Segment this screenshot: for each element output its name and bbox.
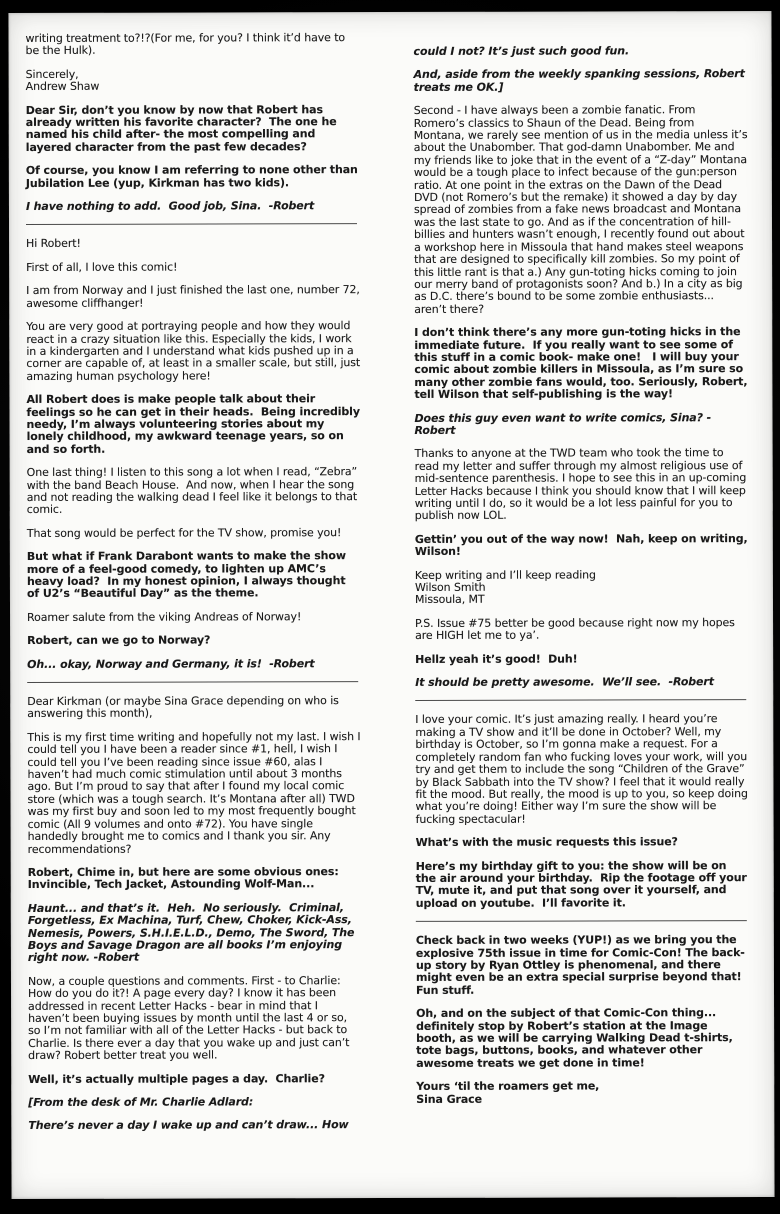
letter-paragraph-regular: That song would be perfect for the TV show, promise you!: [26, 525, 342, 540]
letter-paragraph-regular: Roamer salute from the viking Andreas of Norway!: [27, 610, 302, 624]
two-column-layout: [26, 31, 751, 1144]
letter-paragraph-regular: This is my first time writing and hopefully not my last. I wish I could tell you I have been a reader since #1, hell, I wish I could tell you I’ve been reading since issue #60, alas I haven’t had much comic stimulation until about 3 months ago. But I’m proud to say that after I found my local comic store (which was a tough search. It’s Montana after all) TWD was my first buy and soon led to my most frequently bought comic (All 9 volumes and onto #72). You have single handedly brought me to comics and I thank you sir. Any recommendations?: [27, 729, 364, 856]
letter-paragraph-regular: I am from Norway and I just finished the last one, number 72, awesome cliffhanger!: [26, 283, 364, 310]
letter-paragraph-regular: Sincerely, Andrew Shaw: [25, 67, 100, 94]
letter-paragraph-regular: Keep writing and I’ll keep reading Wilson Smith Missoula, MT: [414, 568, 596, 607]
letter-paragraph-bold: Dear Sir, don’t you know by now that Robert has already written his favorite character? The one he named his child after- the most compelling and layered character from the past few decades?: [25, 102, 341, 154]
letters-page-paper: [8, 11, 774, 1199]
letter-paragraph-bolditalic: Haunt... and that’s it. Heh. No seriously. Criminal, Forgetless, Ex Machina, Turf, Chew, Choker, Kick-Ass, Nemesis, Powers, S.H.I.E.L.D., Demo, The Sword, The Boys and Savage Dragon are all books I’m enjoying right now. -Robert: [27, 900, 359, 965]
letter-paragraph-bold: But what if Frank Darabont wants to make the show more of a feel-good comedy, to lighten up AMC’s heavy load? In my honest opinion, I always thought of U2’s “Beautiful Day” as the theme.: [26, 549, 350, 601]
letter-divider: [415, 700, 746, 702]
letter-paragraph-regular: First of all, I love this comic!: [26, 260, 178, 274]
letter-paragraph-bold: Here’s my birthday gift to you: the show will be on the air around your birthday. Rip the footage off your TV, mute it, and put that song over it yourself, and upload on youtube. I’ll favorite it.: [415, 858, 751, 910]
letter-paragraph-regular: You are very good at portraying people and how they would react in a crazy situation like this. Especially the kids, I work in a kindergarten and I understand what kids pushed up in a corner are capable of, at least in a smaller scale, but still, just amazing human psychology here!: [26, 319, 364, 383]
letter-paragraph-bold: Hellz yeah it’s good! Duh!: [415, 652, 578, 666]
letter-paragraph-bolditalic: Oh... okay, Norway and Germany, it is! -Robert: [27, 656, 315, 671]
letter-paragraph-bolditalic: And, aside from the weekly spanking sessions, Robert treats me OK.]: [413, 67, 749, 94]
letter-paragraph-regular: Second - I have always been a zombie fanatic. From Romero’s classics to Shaun of the Dead. Being from Montana, we rarely see mention of us in the media unless it’s about the Unabomber. That god-damn Unabomber. Me and my friends like to joke that in the event of a “Z-day” Montana would be a tough place to infect because of the gun:person ratio. At one point in the extras on the Dawn of the Dead DVD (not Romero’s but the remake) it showed a day by day spread of zombies from a fake news broadcast and Montana was the last state to go. And as if the concentration of hill-billies and hunters wasn’t enough, I recently found out about a workshop here in Missoula that hand makes steel weapons that are designed to specifically kill zombies. So my point of this little rant is that a.) Any gun-toting hicks coming to join our merry band of protagonists soon? And b.) In a city as big as D.C. there’s bound to be some zombie enthusiasts... aren’t there?: [413, 103, 751, 316]
letter-paragraph-bolditalic: There’s never a day I wake up and can’t draw... How: [28, 1118, 349, 1133]
letter-paragraph-bold: Check back in two weeks (YUP!) as we bring you the explosive 75th issue in time for Comic-Con! The back-up story by Ryan Ottley is phenomenal, and there might even be an extra special surprise beyond that! Fun stuff.: [415, 933, 750, 997]
letter-paragraph-bold: Oh, and on the subject of that Comic-Con thing... definitely stop by Robert’s station at the Image booth, as we will be carrying Walking Dead t-shirts, tote bags, buttons, books, and whatever other awesome treats we get done in time!: [416, 1006, 737, 1070]
letter-paragraph-bold: I don’t think there’s any more gun-toting hicks in the immediate future. If you really want to see some of this stuff in a comic book- make one! I will buy your comic about zombie killers in Missoula, as I’m sure so many other zombie fans would, too. Seriously, Robert, tell Wilson that self-publishing is the way!: [414, 325, 752, 402]
letter-paragraph-bolditalic: Does this guy even want to write comics, Sina? -Robert: [414, 410, 712, 437]
letter-paragraph-bold: Well, it’s actually multiple pages a day. Charlie?: [28, 1071, 325, 1086]
letter-divider: [26, 224, 357, 226]
letter-paragraph-bold: Robert, Chime in, but here are some obvious ones: Invincible, Tech Jacket, Astounding Wolf-Man...: [27, 865, 343, 892]
letter-paragraph-bolditalic: It should be pretty awesome. We’ll see. -Robert: [415, 675, 714, 690]
letter-paragraph-regular: P.S. Issue #75 better be good because right now my hopes are HIGH let me to ya’.: [415, 615, 739, 643]
letter-paragraph-regular: I love your comic. It’s just amazing really. I heard you’re making a TV show and it’ll be done in October? Well, my birthday is October, so I’m gonna make a request. For a completely random fan who fucking loves your work, will you try and get them to include the song “Children of the Grave” by Black Sabbath into the TV show? I feel that it would really fit the mood. But really, the mood is up to you, so keep doing what you’re doing! Either way I’m sure the show will be fucking spectacular!: [415, 712, 752, 826]
letters-column-right: [413, 31, 750, 1117]
letter-paragraph-bold: Of course, you know I am referring to none other than Jubilation Lee (yup, Kirkman has two kids).: [25, 163, 362, 190]
letter-paragraph-bold: Gettin’ you out of the way now! Nah, keep on writing, Wilson!: [414, 531, 752, 559]
letter-paragraph-bold: Robert, can we go to Norway?: [27, 633, 211, 648]
letter-paragraph-bold: What’s with the music requests this issue?: [415, 835, 678, 850]
letter-paragraph-bold: All Robert does is make people talk about their feelings so he can get in their heads. Being incredibly needy, I’m always volunteering stories about my lonely childhood, my awkward teenage years, so on and so forth.: [26, 392, 364, 456]
letter-paragraph-bolditalic: [From the desk of Mr. Charlie Adlard:: [28, 1095, 254, 1109]
letter-paragraph-regular: Thanks to anyone at the TWD team who took the time to read my letter and suffer through my almost religious use of mid-sentence parenthesis. I hope to see this in an up-coming Letter Hacks because I think you should know that I will keep writing until I do, so it would be a lot less painful for you to publish now LOL.: [414, 446, 750, 523]
letter-paragraph-regular: writing treatment to?!?(For me, for you? I think it’d have to be the Hulk).: [25, 31, 349, 58]
letter-paragraph-bold: Yours ‘til the roamers get me, Sina Grace: [416, 1079, 600, 1106]
letters-column-left: [26, 32, 363, 1144]
letter-paragraph-bolditalic: could I not? It’s just such good fun.: [413, 44, 630, 58]
letter-divider: [27, 681, 358, 683]
letter-paragraph-regular: Hi Robert!: [26, 237, 81, 251]
letter-paragraph-regular: One last thing! I listen to this song a lot when I read, “Zebra” with the band Beach House. And now, when I hear the song and not reading the walking dead I feel like it belongs to that comic.: [26, 465, 361, 517]
letter-paragraph-regular: Now, a couple questions and comments. First - to Charlie: How do you do it?! A page every day? I know it has been addressed in recent Letter Hacks - bear in mind that I haven’t been buying issues by month until the last 4 or so, so I’m not familiar with all of the Letter Hacks - but back to Charlie. Is there ever a day that you wake up and just can’t draw? Robert better treat you well.: [27, 973, 353, 1063]
letter-paragraph-bolditalic: I have nothing to add. Good job, Sina. -Robert: [25, 199, 315, 214]
letter-paragraph-regular: Dear Kirkman (or maybe Sina Grace depending on who is answering this month),: [27, 694, 343, 721]
letter-divider: [416, 920, 747, 922]
